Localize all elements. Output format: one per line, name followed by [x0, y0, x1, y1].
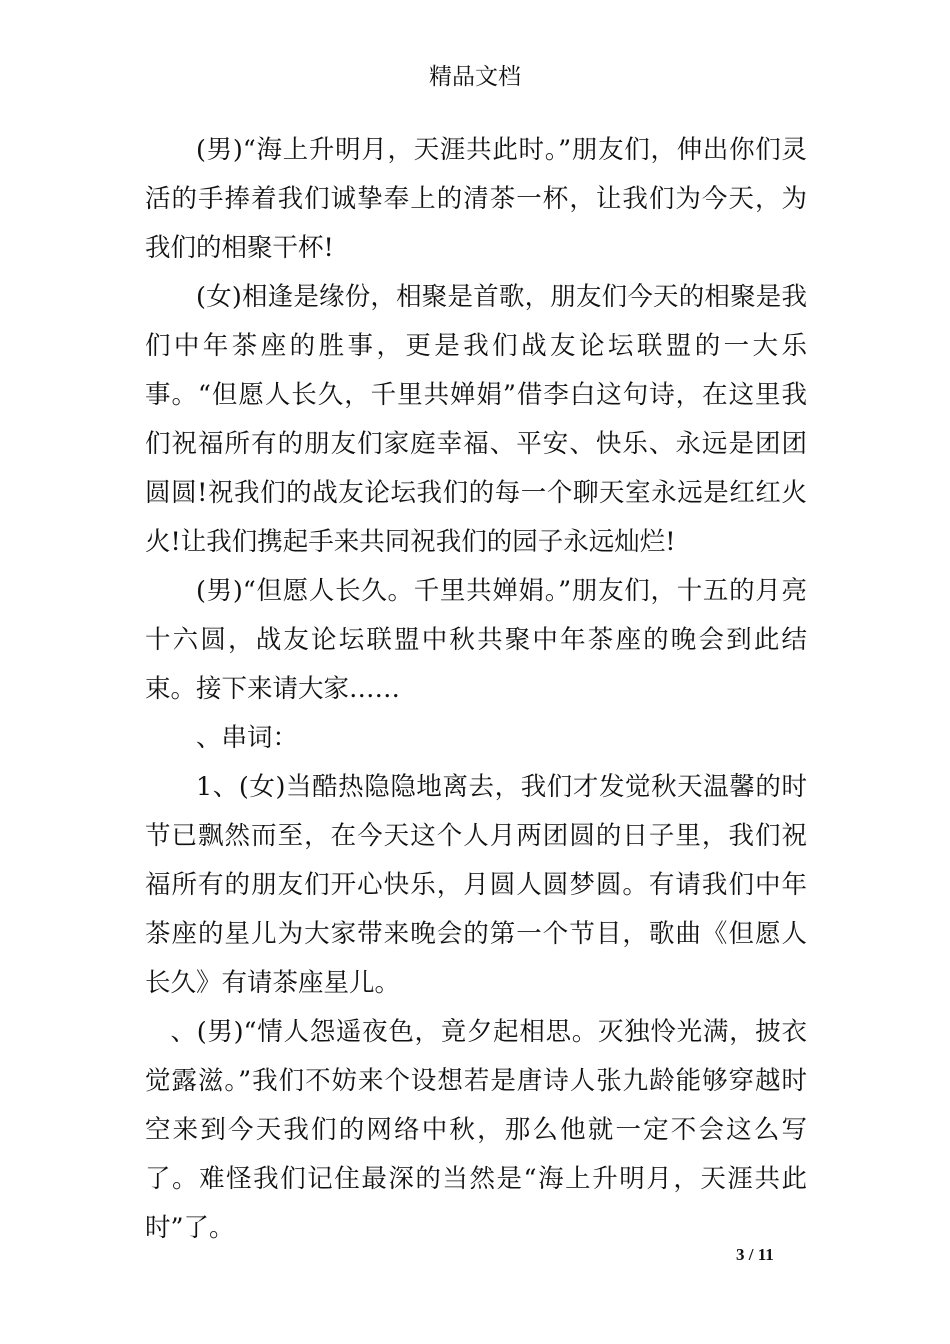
paragraph-6: 、(男)“情人怨遥夜色，竟夕起相思。灭独怜光满，披衣觉露滋。”我们不妨来个设想若是唐诗人张九龄能够穿越时空来到今天我们的网络中秋，那么他就一定不会这么写了。难怪我们记住最深的当然是“海上升明月，天涯共此时”了。 — [145, 1017, 807, 1243]
paragraph-5: 1、(女)当酷热隐隐地离去，我们才发觉秋天温馨的时节已飘然而至，在今天这个人月两团圆的日子里，我们祝福所有的朋友们开心快乐，月圆人圆梦圆。有请我们中年茶座的星儿为大家带来晚会的第一个节目，歌曲《但愿人长久》有请茶座星儿。 — [145, 772, 807, 998]
paragraph-2: (女)相逢是缘份，相聚是首歌，朋友们今天的相聚是我们中年茶座的胜事，更是我们战友论坛联盟的一大乐事。“但愿人长久，千里共婵娟”借李白这句诗，在这里我们祝福所有的朋友们家庭幸福、平安、快乐、永远是团团圆圆!祝我们的战友论坛我们的每一个聊天室永远是红红火火!让我们携起手来共同祝我们的园子永远灿烂! — [145, 282, 807, 557]
page-number: 3 / 11 — [736, 1245, 774, 1264]
document-body — [145, 126, 807, 1253]
paragraph-3: (男)“但愿人长久。千里共婵娟。”朋友们，十五的月亮十六圆，战友论坛联盟中秋共聚中年茶座的晚会到此结束。接下来请大家…… — [145, 576, 807, 704]
paragraph-4: 、串词： — [196, 723, 299, 753]
page-header: 精品文档 — [429, 64, 521, 90]
paragraph-1: (男)“海上升明月，天涯共此时。”朋友们，伸出你们灵活的手捧着我们诚挚奉上的清茶一杯，让我们为今天，为我们的相聚干杯! — [145, 135, 807, 263]
